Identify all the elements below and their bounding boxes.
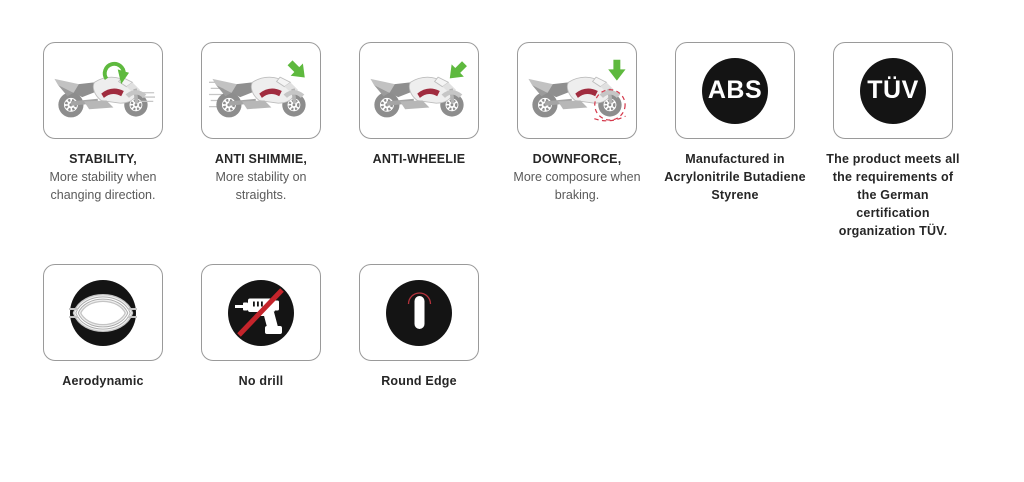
feature-tile <box>517 42 637 139</box>
feature-title-line: the German <box>857 188 929 202</box>
motorcycle-speed-lines-arrow-icon <box>209 58 313 124</box>
edge-profile <box>415 296 425 329</box>
green-down-right-arrow <box>284 58 311 84</box>
feature-title-line: Styrene <box>711 188 759 202</box>
feature-title: ANTI SHIMMIE, <box>214 152 308 166</box>
aerodynamic-icon <box>69 279 137 347</box>
features-row-2 <box>43 264 1024 390</box>
feature-desc-line: More stability on <box>215 170 307 184</box>
abs-badge: ABS <box>702 58 768 124</box>
feature-tile <box>43 42 163 139</box>
feature-title: ANTI-WHEELIE <box>372 152 466 166</box>
feature-tile <box>359 42 479 139</box>
feature-desc-line: braking. <box>554 188 600 202</box>
feature-title-line: The product meets all <box>826 152 960 166</box>
feature-card-anti-wheelie <box>359 42 479 240</box>
feature-title-line: the requirements of <box>832 170 954 184</box>
tuv-badge: TÜV <box>860 58 926 124</box>
round-edge-icon <box>385 279 453 347</box>
feature-card-anti-shimmie <box>201 42 321 240</box>
motorcycle-braking-arrow-icon <box>525 58 629 124</box>
feature-desc-line: More composure when <box>513 170 641 184</box>
feature-card-tuv <box>826 42 960 240</box>
feature-card-abs <box>664 42 806 240</box>
feature-tile <box>201 264 321 361</box>
feature-title-line: Acrylonitrile Butadiene <box>664 170 806 184</box>
feature-title: Round Edge <box>381 374 457 388</box>
feature-desc-line: changing direction. <box>50 188 156 202</box>
brake-skid-marks <box>594 116 625 121</box>
features-row-1 <box>43 42 1024 240</box>
feature-title: STABILITY, <box>69 152 137 166</box>
feature-card-downforce <box>513 42 641 240</box>
feature-card-round-edge <box>359 264 479 390</box>
feature-tile <box>43 264 163 361</box>
motorcycle-front-down-arrow-icon <box>367 58 471 124</box>
drill-vents <box>253 301 263 306</box>
feature-desc-line: straights. <box>235 188 287 202</box>
feature-card-stability <box>43 42 163 240</box>
feature-title-line: Manufactured in <box>685 152 785 166</box>
motorcycle-turn-arrow-icon <box>51 58 155 124</box>
feature-title-line: organization TÜV. <box>838 224 948 238</box>
feature-card-aerodynamic <box>43 264 163 390</box>
feature-tile <box>359 264 479 361</box>
feature-tile <box>675 42 795 139</box>
no-drill-icon <box>227 279 295 347</box>
feature-desc-line: More stability when <box>49 170 157 184</box>
feature-tile <box>833 42 953 139</box>
feature-title: DOWNFORCE, <box>532 152 622 166</box>
feature-card-no-drill <box>201 264 321 390</box>
green-down-left-arrow <box>444 58 471 85</box>
green-down-arrow <box>608 59 625 80</box>
feature-tile <box>201 42 321 139</box>
feature-title: Aerodynamic <box>62 374 144 388</box>
feature-title-line: certification <box>856 206 930 220</box>
feature-title: No drill <box>238 374 284 388</box>
